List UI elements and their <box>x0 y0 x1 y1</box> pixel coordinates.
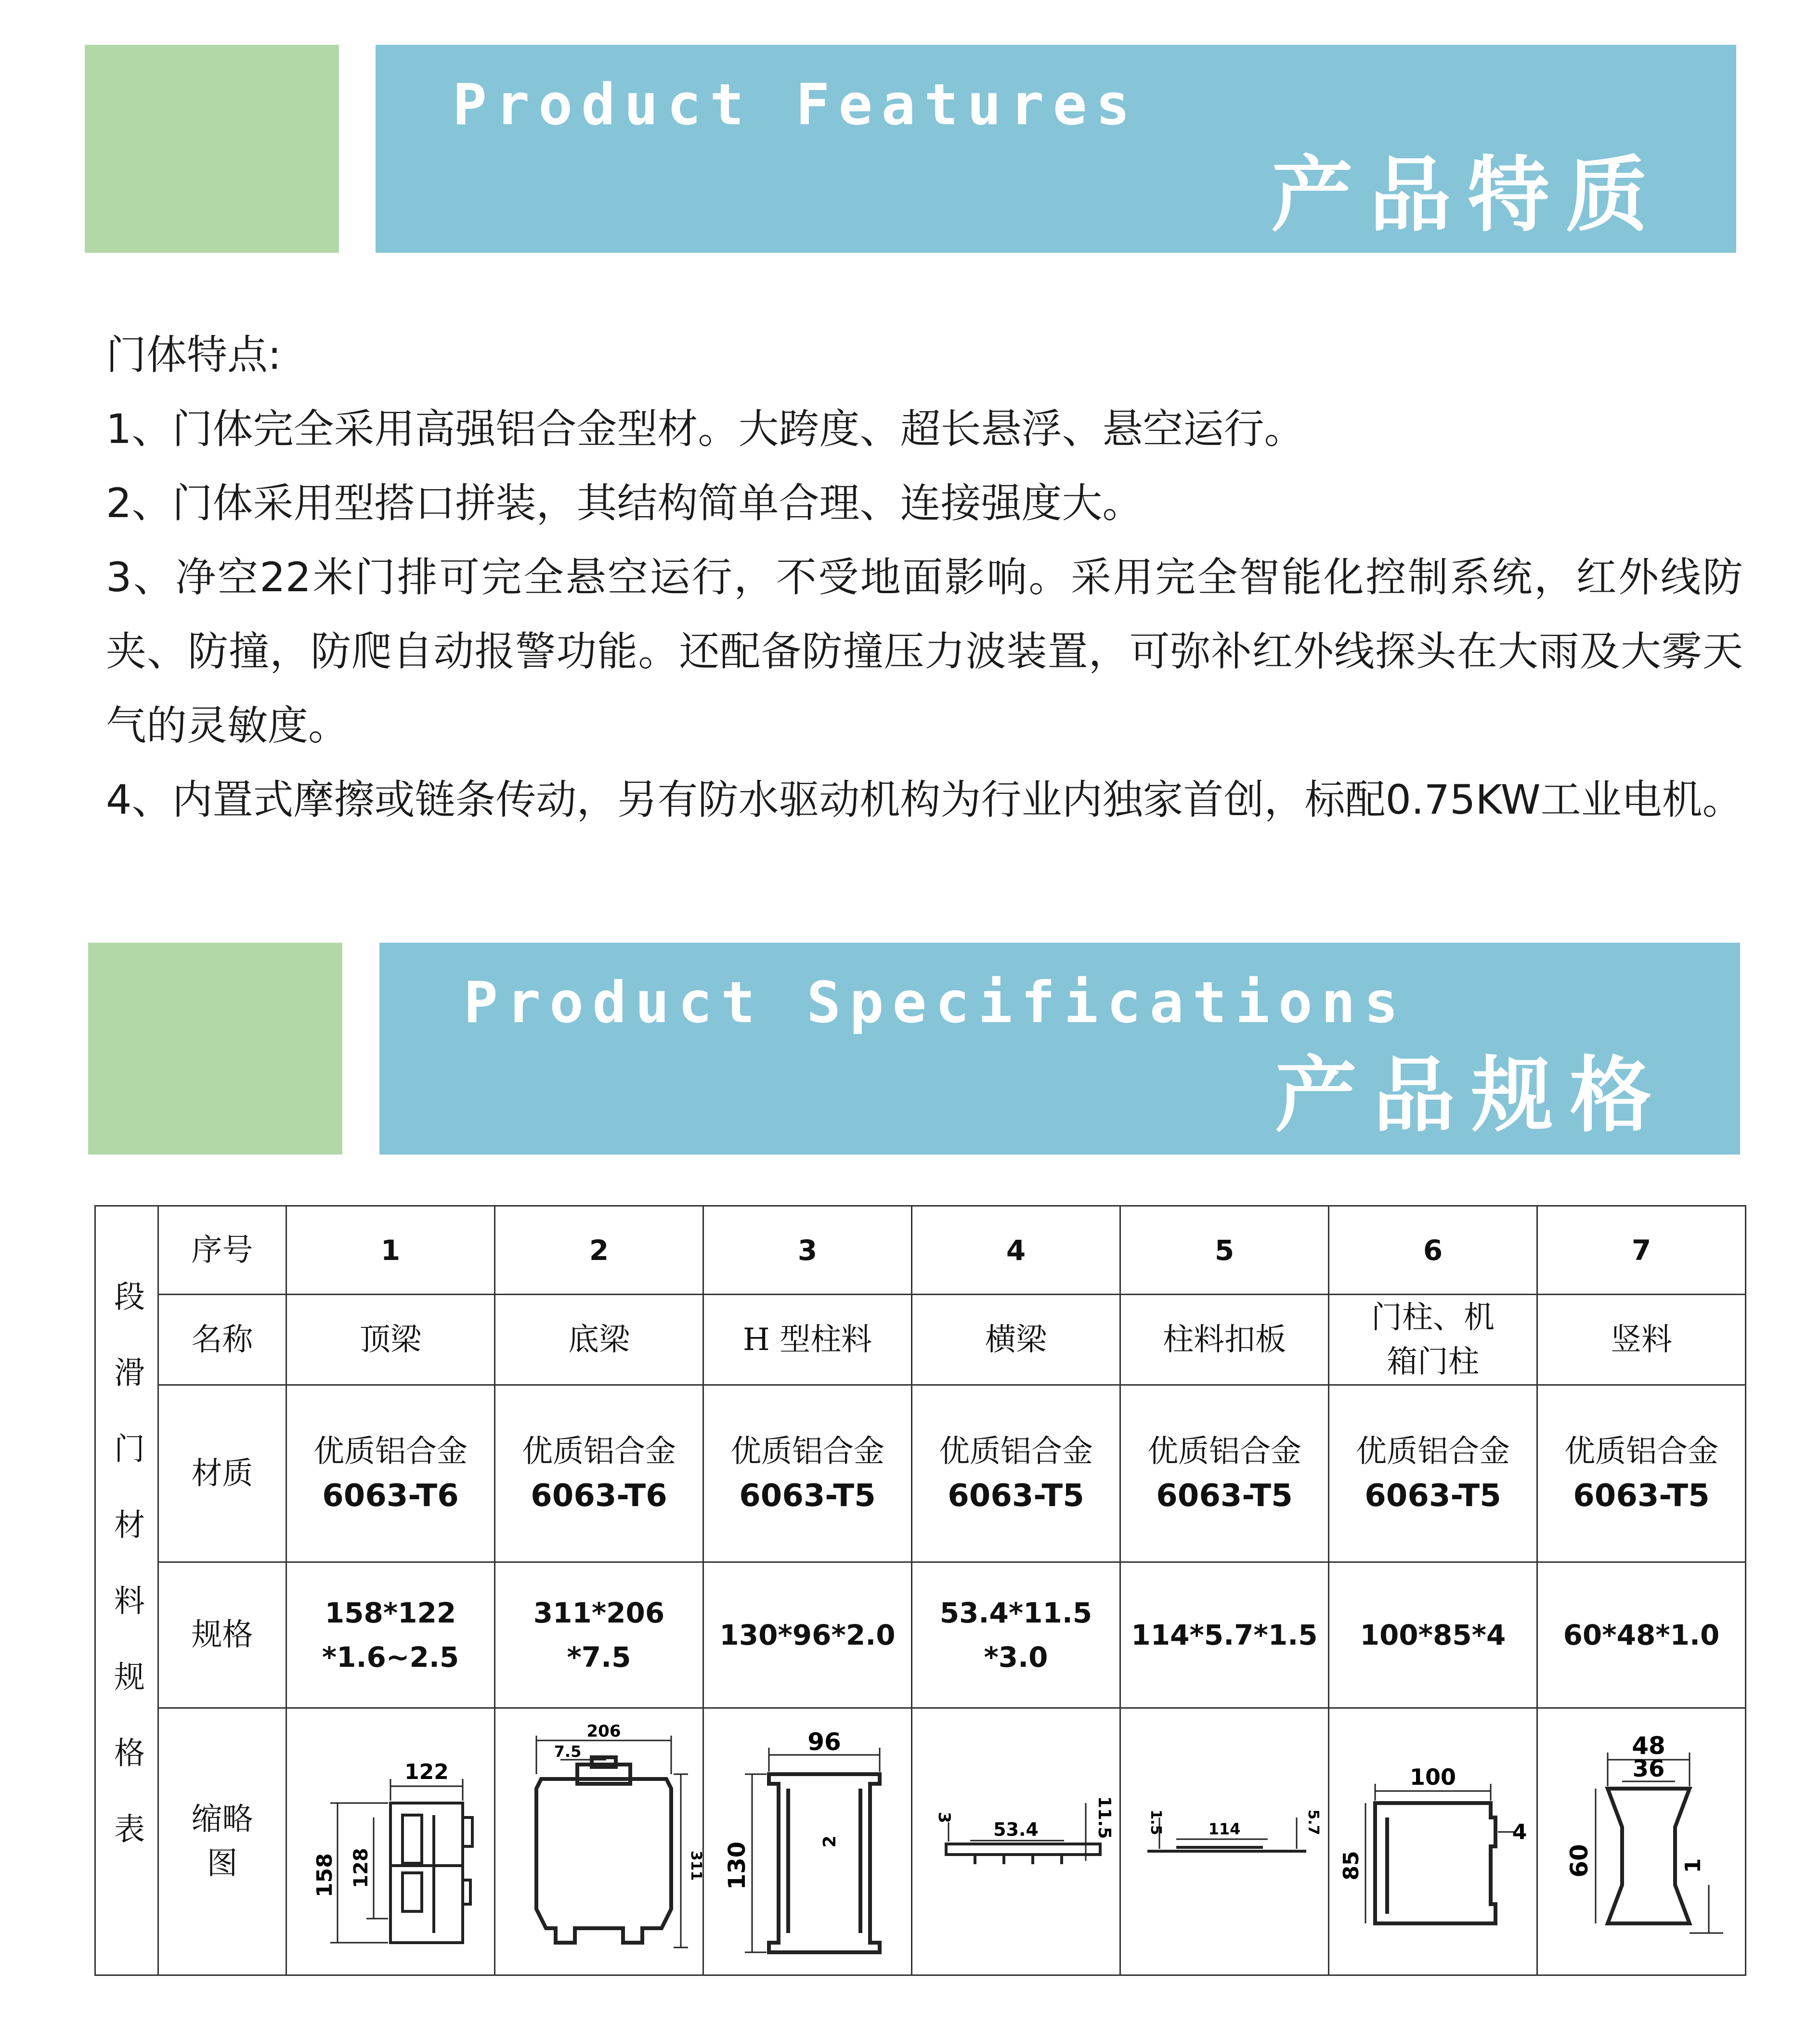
table-row-spec <box>95 1562 1746 1708</box>
col-index: 7 <box>1537 1206 1746 1295</box>
row-label-spec: 规格 <box>158 1562 286 1708</box>
dim-label: 1 <box>1681 1858 1705 1873</box>
profile-sketch-1 <box>294 1721 487 1962</box>
material-line2: 6063-T5 <box>1573 1478 1710 1514</box>
dim-label: 5.7 <box>1305 1809 1322 1835</box>
banner1-green-block <box>85 45 339 253</box>
profile-sketch-7 <box>1545 1721 1738 1962</box>
dim-label: 158 <box>312 1853 337 1897</box>
col-name: 柱料扣板 <box>1120 1295 1329 1385</box>
col-name: 底梁 <box>495 1295 703 1385</box>
dim-label: 114 <box>1208 1820 1241 1838</box>
col-spec <box>912 1562 1120 1708</box>
material-line1: 优质铝合金 <box>1356 1433 1510 1469</box>
material-line2: 6063-T6 <box>531 1478 667 1514</box>
profile-sketch-4 <box>920 1721 1112 1962</box>
col-spec <box>703 1562 912 1708</box>
sketch-cell <box>286 1708 495 1975</box>
banner2-chinese-title: 产品规格 <box>1275 1048 1668 1143</box>
col-index: 5 <box>1120 1206 1329 1295</box>
col-material <box>286 1385 495 1562</box>
material-line2: 6063-T5 <box>948 1478 1084 1514</box>
profile-sketch-3 <box>711 1721 904 1962</box>
material-line2: 6063-T6 <box>322 1478 459 1514</box>
sketch-cell <box>703 1708 912 1975</box>
material-line2: 6063-T5 <box>1365 1478 1501 1514</box>
dim-label: 36 <box>1632 1755 1665 1782</box>
material-line1: 优质铝合金 <box>1564 1433 1718 1469</box>
spec-line1: 100*85*4 <box>1360 1619 1506 1651</box>
col-index: 3 <box>703 1206 912 1295</box>
banner1-chinese-title: 产品特质 <box>1271 148 1664 243</box>
banner1-english-title: Product Features <box>453 71 1139 138</box>
material-line2: 6063-T5 <box>739 1478 876 1514</box>
dim-label: 11.5 <box>1094 1796 1114 1839</box>
banner1-blue-panel <box>376 45 1736 253</box>
spec-line1: 114*5.7*1.5 <box>1131 1619 1318 1651</box>
col-name: 竖料 <box>1537 1295 1746 1385</box>
dim-label: 85 <box>1339 1851 1364 1881</box>
col-material <box>1120 1385 1329 1562</box>
col-name: 门柱、机箱门柱 <box>1329 1295 1537 1385</box>
col-spec <box>286 1562 495 1708</box>
col-spec <box>1537 1562 1746 1708</box>
banner2-english-title: Product Specifications <box>464 969 1407 1036</box>
dim-label: 128 <box>350 1848 372 1888</box>
material-line2: 6063-T5 <box>1156 1478 1293 1514</box>
table-row-material <box>95 1385 1746 1562</box>
row-label-sketch: 缩略图 <box>158 1708 286 1975</box>
row-label-name: 名称 <box>158 1295 286 1385</box>
spec-line1: 53.4*11.5 <box>939 1597 1092 1629</box>
material-line1: 优质铝合金 <box>939 1433 1093 1469</box>
features-section <box>106 318 1743 837</box>
dim-label: 3 <box>935 1812 954 1823</box>
spec-line1: 130*96*2.0 <box>719 1619 896 1651</box>
material-line1: 优质铝合金 <box>1147 1433 1301 1469</box>
features-heading: 门体特点: <box>106 331 282 378</box>
feature-item-4: 4、内置式摩擦或链条传动，另有防水驱动机构为行业内独家首创，标配0.75KW工业电机。 <box>106 776 1743 823</box>
col-material <box>703 1385 912 1562</box>
sketch-cell <box>1329 1708 1537 1975</box>
dim-label: 7.5 <box>554 1742 582 1761</box>
dim-label: 60 <box>1565 1844 1593 1878</box>
banner2-green-block <box>88 943 342 1155</box>
col-spec <box>1120 1562 1329 1708</box>
sketch-cell <box>912 1708 1120 1975</box>
col-name: 顶梁 <box>286 1295 495 1385</box>
col-material <box>912 1385 1120 1562</box>
spec-line2: *1.6~2.5 <box>322 1641 459 1674</box>
material-line1: 优质铝合金 <box>313 1433 468 1469</box>
dim-label: 311 <box>688 1850 704 1881</box>
spec-line1: 60*48*1.0 <box>1563 1619 1720 1651</box>
col-material <box>495 1385 703 1562</box>
dim-label: 4 <box>1512 1820 1527 1844</box>
col-material <box>1537 1385 1746 1562</box>
sketch-cell <box>1537 1708 1746 1975</box>
dim-label: 2 <box>820 1835 840 1848</box>
sketch-cell <box>1120 1708 1329 1975</box>
table-row-index <box>95 1206 1746 1295</box>
table-row-sketch <box>95 1708 1746 1975</box>
col-index: 6 <box>1329 1206 1537 1295</box>
profile-sketch-6 <box>1337 1721 1529 1962</box>
spec-line2: *3.0 <box>984 1641 1048 1674</box>
col-index: 1 <box>286 1206 495 1295</box>
dim-label: 130 <box>724 1841 751 1890</box>
table-side-title: 段滑门材料规格表 <box>109 1280 144 1889</box>
sketch-cell <box>495 1708 703 1975</box>
profile-sketch-2 <box>503 1721 704 1962</box>
col-index: 2 <box>495 1206 703 1295</box>
dim-label: 96 <box>807 1728 841 1756</box>
table-row-name <box>95 1295 1746 1385</box>
row-label-index: 序号 <box>158 1206 286 1295</box>
feature-item-3: 3、净空22米门排可完全悬空运行，不受地面影响。采用完全智能化控制系统，红外线防夹、防撞，防爬自动报警功能。还配备防撞压力波装置，可弥补红外线探头在大雨及大雾天气的灵敏度。 <box>106 554 1743 749</box>
dim-label: 122 <box>404 1760 449 1784</box>
table-side-title-cell <box>95 1206 158 1975</box>
dim-label: 206 <box>586 1722 621 1741</box>
feature-item-2: 2、门体采用型搭口拼装，其结构简单合理、连接强度大。 <box>106 480 1143 527</box>
spec-line1: 158*122 <box>325 1597 456 1629</box>
spec-line1: 311*206 <box>533 1597 665 1629</box>
material-line1: 优质铝合金 <box>730 1433 884 1469</box>
col-material <box>1329 1385 1537 1562</box>
col-spec <box>1329 1562 1537 1708</box>
spec-table <box>94 1205 1746 1976</box>
col-index: 4 <box>912 1206 1120 1295</box>
dim-label: 53.4 <box>993 1819 1039 1840</box>
spec-line2: *7.5 <box>567 1641 631 1674</box>
banner2-blue-panel <box>379 943 1740 1155</box>
col-name: 横梁 <box>912 1295 1120 1385</box>
dim-label: 1.5 <box>1147 1809 1164 1835</box>
profile-sketch-5 <box>1128 1721 1321 1962</box>
material-line1: 优质铝合金 <box>522 1433 676 1469</box>
dim-label: 100 <box>1409 1764 1456 1790</box>
dim-label: 48 <box>1632 1732 1665 1760</box>
col-spec <box>495 1562 703 1708</box>
col-name: H 型柱料 <box>703 1295 912 1385</box>
feature-item-1: 1、门体完全采用高强铝合金型材。大跨度、超长悬浮、悬空运行。 <box>106 405 1305 453</box>
row-label-material: 材质 <box>158 1385 286 1562</box>
